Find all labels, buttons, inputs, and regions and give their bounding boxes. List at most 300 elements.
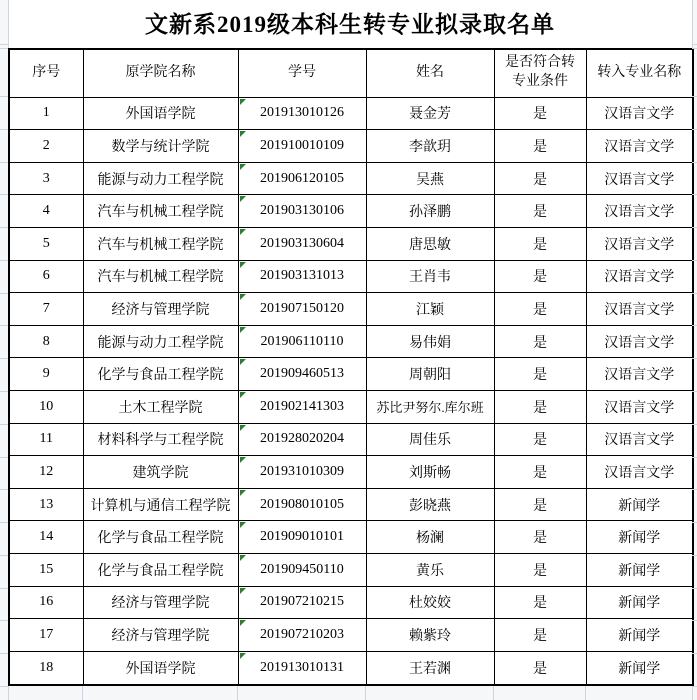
col-header-name	[366, 49, 494, 97]
cell-target-major-label: 新闻学	[618, 531, 661, 547]
cell-name	[366, 260, 494, 293]
col-header-eligibility	[494, 49, 586, 97]
cell-name	[366, 130, 494, 163]
cell-original-college-label: 汽车与机械工程学院	[97, 237, 224, 253]
cell-original-college	[83, 488, 238, 521]
cell-student-id	[238, 293, 366, 326]
cell-target-major	[586, 390, 693, 423]
cell-eligibility-label: 是	[533, 433, 547, 449]
sheet-gridline	[0, 522, 8, 523]
cell-original-college-label: 计算机与通信工程学院	[90, 498, 231, 514]
cell-name-label: 赖紫玲	[409, 629, 451, 645]
cell-target-major-label: 新闻学	[618, 596, 661, 612]
cell-target-major-label: 汉语言文学	[604, 107, 675, 123]
cell-index	[9, 227, 83, 260]
table-header	[9, 49, 693, 97]
cell-index-label: 1	[42, 105, 50, 121]
sheet-gridline	[0, 44, 8, 45]
cell-eligibility-label: 是	[533, 531, 547, 547]
cell-eligibility-label: 是	[533, 629, 547, 645]
cell-original-college-label: 土木工程学院	[118, 400, 203, 416]
cell-eligibility	[494, 260, 586, 293]
cell-index	[9, 260, 83, 293]
green-triangle-indicator-icon	[240, 359, 246, 365]
cell-eligibility-label: 是	[533, 205, 547, 221]
cell-target-major	[586, 423, 693, 456]
cell-original-college-label: 化学与食品工程学院	[97, 531, 224, 547]
cell-student-id	[238, 130, 366, 163]
table-row	[9, 651, 693, 685]
cell-index	[9, 390, 83, 423]
cell-original-college-label: 汽车与机械工程学院	[97, 205, 224, 221]
cell-target-major-label: 新闻学	[618, 661, 661, 677]
cell-target-major	[586, 586, 693, 619]
cell-name-label: 王若渊	[409, 661, 451, 677]
sheet-gridline	[692, 227, 697, 228]
cell-target-major-label: 汉语言文学	[604, 139, 675, 155]
sheet-gridline	[0, 96, 8, 97]
sheet-gridline	[0, 129, 8, 130]
cell-name	[366, 554, 494, 587]
cell-target-major	[586, 260, 693, 293]
cell-original-college	[83, 390, 238, 423]
cell-index-label: 17	[39, 627, 54, 643]
page-title: 文新系2019级本科生转专业拟录取名单	[8, 0, 692, 48]
sheet-gridline	[692, 96, 697, 97]
sheet-gridline	[692, 325, 697, 326]
cell-student-id-label: 201909460513	[260, 366, 344, 382]
cell-eligibility	[494, 293, 586, 326]
cell-name-label: 王肖韦	[409, 270, 451, 286]
cell-target-major	[586, 619, 693, 652]
cell-target-major-label: 汉语言文学	[604, 302, 675, 318]
cell-index	[9, 619, 83, 652]
cell-student-id-label: 201909450110	[260, 561, 344, 577]
sheet-gridline	[0, 686, 8, 687]
cell-eligibility	[494, 488, 586, 521]
cell-target-major-label: 汉语言文学	[604, 368, 675, 384]
cell-original-college-label: 外国语学院	[125, 107, 196, 123]
col-header-original-college	[83, 49, 238, 97]
cell-student-id-label: 201910010109	[260, 137, 344, 153]
sheet-gridline	[8, 686, 9, 700]
cell-student-id	[238, 390, 366, 423]
sheet-gridline	[585, 686, 586, 700]
sheet-gridline	[0, 489, 8, 490]
cell-student-id	[238, 97, 366, 130]
cell-name	[366, 97, 494, 130]
cell-eligibility-label: 是	[533, 302, 547, 318]
cell-target-major	[586, 227, 693, 260]
cell-original-college	[83, 358, 238, 391]
cell-name-label: 江颖	[416, 302, 444, 318]
col-header-index	[9, 49, 83, 97]
cell-target-major-label: 汉语言文学	[604, 270, 675, 286]
green-triangle-indicator-icon	[240, 392, 246, 398]
cell-original-college-label: 建筑学院	[132, 466, 189, 481]
cell-eligibility	[494, 162, 586, 195]
col-header-student-id-label: 学号	[288, 64, 316, 80]
sheet-gridline	[0, 194, 8, 195]
cell-original-college	[83, 227, 238, 260]
cell-eligibility	[494, 390, 586, 423]
sheet-gridline	[692, 457, 697, 458]
cell-original-college	[83, 554, 238, 587]
cell-name	[366, 488, 494, 521]
sheet-gridline	[692, 424, 697, 425]
cell-index	[9, 521, 83, 554]
table-row	[9, 521, 693, 554]
cell-student-id	[238, 554, 366, 587]
cell-original-college	[83, 586, 238, 619]
green-triangle-indicator-icon	[240, 196, 246, 202]
cell-index	[9, 162, 83, 195]
cell-student-id-label: 201913010126	[260, 105, 344, 121]
cell-eligibility	[494, 195, 586, 228]
cell-eligibility	[494, 651, 586, 685]
cell-target-major	[586, 651, 693, 685]
table-row	[9, 325, 693, 358]
cell-original-college	[83, 162, 238, 195]
cell-index-label: 8	[42, 333, 50, 349]
sheet-gridline	[0, 653, 8, 654]
cell-index	[9, 325, 83, 358]
table-row	[9, 554, 693, 587]
sheet-gridline	[0, 391, 8, 392]
cell-student-id-label: 201902141303	[260, 398, 344, 414]
col-header-index-label: 序号	[32, 64, 61, 80]
sheet-gridline	[0, 293, 8, 294]
cell-student-id-label: 201903131013	[260, 268, 344, 284]
sheet-gridline	[0, 457, 8, 458]
cell-student-id-label: 201931010309	[260, 464, 344, 479]
table-row	[9, 97, 693, 130]
table-row	[9, 130, 693, 163]
cell-index	[9, 423, 83, 456]
cell-eligibility-label: 是	[533, 237, 547, 253]
cell-eligibility-label: 是	[533, 368, 547, 384]
green-triangle-indicator-icon	[240, 555, 246, 561]
sheet-gridline	[692, 358, 697, 359]
green-triangle-indicator-icon	[240, 620, 246, 626]
cell-original-college-label: 数学与统计学院	[111, 139, 210, 155]
cell-index	[9, 456, 83, 489]
cell-student-id	[238, 325, 366, 358]
cell-original-college-label: 外国语学院	[125, 661, 196, 677]
cell-student-id	[238, 586, 366, 619]
sheet-gridline	[692, 129, 697, 130]
sheet-gridline	[493, 686, 494, 700]
sheet-gridline	[0, 620, 8, 621]
cell-original-college	[83, 619, 238, 652]
cell-target-major-label: 汉语言文学	[604, 335, 675, 351]
cell-student-id	[238, 488, 366, 521]
cell-name	[366, 456, 494, 489]
sheet-gridline	[692, 588, 697, 589]
sheet-gridline	[0, 325, 8, 326]
cell-eligibility-label: 是	[533, 172, 547, 188]
cell-name-label: 易伟娟	[409, 335, 451, 351]
cell-index	[9, 293, 83, 326]
cell-student-id	[238, 162, 366, 195]
cell-index-label: 15	[39, 561, 54, 577]
cell-eligibility	[494, 619, 586, 652]
table-row	[9, 162, 693, 195]
cell-original-college	[83, 293, 238, 326]
cell-student-id	[238, 456, 366, 489]
sheet-gridline	[692, 653, 697, 654]
cell-target-major-label: 汉语言文学	[604, 433, 675, 449]
cell-name	[366, 423, 494, 456]
cell-name	[366, 162, 494, 195]
green-triangle-indicator-icon	[240, 294, 246, 300]
sheet-gridline	[692, 293, 697, 294]
cell-student-id	[238, 619, 366, 652]
cell-name	[366, 358, 494, 391]
cell-name-label: 黄乐	[416, 563, 444, 579]
cell-student-id	[238, 358, 366, 391]
green-triangle-indicator-icon	[240, 490, 246, 496]
cell-eligibility	[494, 227, 586, 260]
sheet-gridline	[0, 588, 8, 589]
cell-index-label: 4	[42, 203, 50, 219]
cell-name	[366, 586, 494, 619]
table-row	[9, 488, 693, 521]
green-triangle-indicator-icon	[240, 425, 246, 431]
cell-original-college	[83, 97, 238, 130]
cell-name	[366, 390, 494, 423]
cell-index	[9, 97, 83, 130]
col-header-target-major	[586, 49, 693, 97]
cell-original-college	[83, 423, 238, 456]
cell-original-college	[83, 456, 238, 489]
cell-student-id	[238, 227, 366, 260]
table-row	[9, 260, 693, 293]
cell-index-label: 9	[42, 366, 50, 382]
cell-index-label: 12	[39, 464, 54, 479]
cell-eligibility	[494, 456, 586, 489]
cell-student-id	[238, 260, 366, 293]
cell-target-major	[586, 97, 693, 130]
cell-index	[9, 195, 83, 228]
cell-target-major-label: 新闻学	[618, 629, 661, 645]
sheet-gridline	[82, 686, 83, 700]
cell-target-major	[586, 456, 693, 489]
cell-student-id-label: 201913010131	[260, 659, 344, 675]
sheet-gridline	[692, 686, 693, 700]
green-triangle-indicator-icon	[240, 588, 246, 594]
cell-student-id-label: 201909010101	[260, 529, 344, 545]
cell-index-label: 6	[42, 268, 50, 284]
cell-eligibility	[494, 325, 586, 358]
cell-eligibility	[494, 358, 586, 391]
table-body	[9, 97, 693, 685]
header-row	[9, 49, 693, 97]
cell-eligibility	[494, 130, 586, 163]
cell-original-college-label: 经济与管理学院	[111, 302, 210, 318]
sheet-gridline	[0, 260, 8, 261]
cell-target-major-label: 新闻学	[618, 498, 661, 514]
sheet-gridline	[692, 260, 697, 261]
cell-index-label: 10	[39, 398, 54, 414]
cell-target-major-label: 汉语言文学	[604, 400, 675, 416]
sheet-gridline	[8, 0, 9, 48]
table-row	[9, 619, 693, 652]
cell-target-major	[586, 293, 693, 326]
table-row	[9, 293, 693, 326]
cell-eligibility-label: 是	[533, 563, 547, 579]
cell-name	[366, 619, 494, 652]
sheet-gridline	[692, 391, 697, 392]
cell-student-id-label: 201903130604	[260, 235, 344, 251]
cell-target-major	[586, 162, 693, 195]
cell-target-major-label: 汉语言文学	[604, 237, 675, 253]
cell-original-college-label: 能源与动力工程学院	[97, 335, 224, 351]
sheet-gridline	[692, 522, 697, 523]
cell-name-label: 周朝阳	[409, 368, 451, 384]
cell-index-label: 18	[39, 659, 54, 675]
green-triangle-indicator-icon	[240, 262, 246, 268]
sheet-gridline	[0, 162, 8, 163]
sheet-gridline	[692, 48, 697, 49]
sheet-gridline	[0, 555, 8, 556]
cell-name	[366, 227, 494, 260]
cell-eligibility	[494, 521, 586, 554]
cell-eligibility	[494, 97, 586, 130]
cell-student-id-label: 201907150120	[260, 300, 344, 316]
sheet-gridline	[0, 358, 8, 359]
col-header-student-id	[238, 49, 366, 97]
cell-index	[9, 586, 83, 619]
cell-original-college-label: 汽车与机械工程学院	[97, 270, 224, 286]
cell-name-label: 刘斯畅	[409, 466, 451, 481]
table-row	[9, 423, 693, 456]
cell-original-college-label: 化学与食品工程学院	[97, 368, 224, 384]
cell-eligibility	[494, 586, 586, 619]
table-row	[9, 456, 693, 489]
cell-name	[366, 293, 494, 326]
cell-index	[9, 651, 83, 685]
cell-original-college	[83, 130, 238, 163]
sheet-gridline	[692, 489, 697, 490]
cell-eligibility-label: 是	[533, 661, 547, 677]
green-triangle-indicator-icon	[240, 457, 246, 463]
sheet-gridline	[365, 686, 366, 700]
col-header-target-major-label: 转入专业名称	[597, 64, 682, 80]
col-header-original-college-label: 原学院名称	[125, 64, 196, 80]
cell-target-major-label: 新闻学	[618, 563, 661, 579]
sheet-gridline	[692, 555, 697, 556]
cell-index	[9, 358, 83, 391]
cell-name-label: 苏比尹努尔.库尔班	[376, 399, 484, 415]
cell-eligibility-label: 是	[533, 139, 547, 155]
cell-original-college-label: 能源与动力工程学院	[97, 172, 224, 188]
cell-eligibility	[494, 554, 586, 587]
cell-student-id	[238, 195, 366, 228]
cell-name	[366, 521, 494, 554]
cell-original-college-label: 材料科学与工程学院	[97, 433, 224, 449]
cell-name-label: 吴燕	[416, 172, 444, 188]
cell-original-college	[83, 521, 238, 554]
cell-target-major-label: 汉语言文学	[604, 205, 675, 221]
cell-target-major	[586, 521, 693, 554]
sheet-gridline	[692, 0, 693, 48]
cell-original-college	[83, 195, 238, 228]
cell-eligibility-label: 是	[533, 498, 547, 514]
cell-original-college	[83, 260, 238, 293]
table-row	[9, 227, 693, 260]
col-header-eligibility-label: 是否符合转专业条件	[505, 55, 575, 90]
cell-student-id-label: 201907210215	[260, 594, 344, 610]
cell-original-college-label: 经济与管理学院	[111, 596, 210, 612]
cell-index-label: 11	[39, 431, 53, 447]
cell-name-label: 杜姣姣	[409, 596, 451, 612]
cell-target-major	[586, 554, 693, 587]
cell-name-label: 聂金芳	[409, 107, 451, 123]
table-row	[9, 586, 693, 619]
cell-name	[366, 651, 494, 685]
cell-eligibility-label: 是	[533, 335, 547, 351]
sheet-gridline	[692, 194, 697, 195]
cell-index	[9, 488, 83, 521]
sheet-gridline	[0, 424, 8, 425]
cell-eligibility	[494, 423, 586, 456]
green-triangle-indicator-icon	[240, 653, 246, 659]
table-row	[9, 358, 693, 391]
cell-student-id	[238, 521, 366, 554]
cell-eligibility-label: 是	[533, 270, 547, 286]
cell-student-id-label: 201903130106	[260, 203, 344, 219]
cell-target-major	[586, 358, 693, 391]
green-triangle-indicator-icon	[240, 327, 246, 333]
sheet-gridline	[0, 227, 8, 228]
cell-eligibility-label: 是	[533, 466, 547, 481]
cell-index-label: 7	[42, 300, 50, 316]
cell-name-label: 彭晓燕	[409, 498, 451, 514]
green-triangle-indicator-icon	[240, 522, 246, 528]
cell-target-major	[586, 195, 693, 228]
cell-target-major	[586, 488, 693, 521]
sheet-gridline	[237, 686, 238, 700]
cell-eligibility-label: 是	[533, 400, 547, 416]
cell-name-label: 周佳乐	[409, 433, 451, 449]
cell-target-major	[586, 130, 693, 163]
table-row	[9, 195, 693, 228]
col-header-name-label: 姓名	[416, 64, 444, 80]
cell-original-college-label: 经济与管理学院	[111, 629, 210, 645]
cell-name	[366, 325, 494, 358]
sheet-gridline	[692, 620, 697, 621]
cell-original-college-label: 化学与食品工程学院	[97, 563, 224, 579]
green-triangle-indicator-icon	[240, 164, 246, 170]
cell-original-college	[83, 651, 238, 685]
green-triangle-indicator-icon	[240, 131, 246, 137]
cell-student-id	[238, 651, 366, 685]
cell-index-label: 2	[42, 137, 50, 153]
cell-name-label: 李歆玥	[409, 139, 451, 155]
cell-index	[9, 554, 83, 587]
cell-index-label: 16	[39, 594, 54, 610]
transfer-roster-table	[8, 48, 694, 686]
cell-target-major	[586, 325, 693, 358]
cell-index	[9, 130, 83, 163]
cell-index-label: 3	[42, 170, 50, 186]
cell-index-label: 13	[39, 496, 54, 512]
cell-index-label: 5	[42, 235, 50, 251]
table-row	[9, 390, 693, 423]
cell-target-major-label: 汉语言文学	[604, 466, 675, 481]
green-triangle-indicator-icon	[240, 229, 246, 235]
